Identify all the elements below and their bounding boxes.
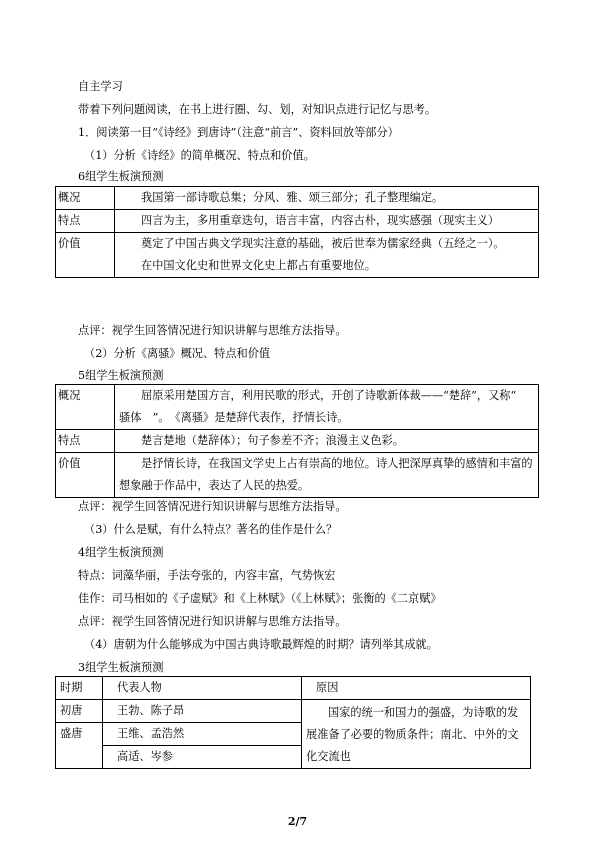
row-label: 概况: [56, 385, 115, 430]
lisao-table: [55, 384, 539, 498]
table-row: [56, 700, 531, 723]
people-cell: 高适、岑参: [103, 746, 302, 769]
group-5-label: 5组学生板演预测: [78, 369, 164, 382]
question-1-1: （1）分析《诗经》的简单概况、特点和价值。: [84, 149, 315, 162]
row-label: 特点: [56, 430, 115, 453]
row-label: 价值: [56, 233, 115, 278]
section-heading: 自主学习: [78, 80, 123, 93]
question-1-3: （3）什么是赋，有什么特点？著名的佳作是什么？: [84, 523, 338, 536]
period-cell: 盛唐: [56, 723, 103, 769]
group-4-label: 4组学生板演预测: [78, 546, 164, 559]
row-label: 价值: [56, 453, 115, 498]
row-content: 是抒情长诗，在我国文学史上占有崇高的地位。诗人把深厚真挚的感情和丰富的想象融于作品中，表达了人民的热爱。: [115, 453, 539, 498]
shijing-table: [55, 186, 539, 278]
row-content: 奠定了中国古典文学现实注意的基础，被后世奉为儒家经典（五经之一）。 在中国文化史和世界文化史上都占有重要地位。: [115, 233, 539, 278]
header-reason: 原因: [302, 677, 531, 700]
table-row: [56, 210, 539, 233]
fu-features: 特点：词藻华丽，手法夸张的，内容丰富，气势恢宏: [78, 569, 336, 582]
group-6-label: 6组学生板演预测: [78, 170, 164, 183]
row-content: 屈原采用楚国方言，利用民歌的形式，开创了诗歌新体裁——“楚辞”，又称“ 骚体 ”。 《离骚》是楚辞代表作，抒情长诗。: [115, 385, 539, 430]
fu-works: 佳作：司马相如的《子虚赋》和《上林赋》（《上林赋》；张衡的《二京赋》: [78, 592, 442, 605]
table-row: [56, 385, 539, 430]
table-row: [56, 430, 539, 453]
reason-cell: 国家的统一和国力的强盛，为诗歌的发展准备了必要的物质条件；南北、中外的文化交流也: [302, 700, 531, 769]
tang-table: [55, 676, 531, 769]
question-1-4: （4）唐朝为什么能够成为中国古典诗歌最辉煌的时期？请列举其成就。: [84, 638, 438, 651]
question-1-2: （2）分析《离骚》概况、特点和价值: [84, 347, 271, 360]
table-header-row: [56, 677, 531, 700]
table-row: [56, 453, 539, 498]
comment-1: 点评：视学生回答情况进行知识讲解与思维方法指导。: [78, 324, 347, 337]
comment-3: 点评：视学生回答情况进行知识讲解与思维方法指导。: [78, 615, 347, 628]
comment-2: 点评：视学生回答情况进行知识讲解与思维方法指导。: [78, 500, 347, 513]
header-people: 代表人物: [103, 677, 302, 700]
people-cell: 王维、孟浩然: [103, 723, 302, 746]
page-number: 2/7: [287, 815, 308, 828]
intro-text: 带着下列问题阅读，在书上进行圈、勾、划，对知识点进行记忆与思考。: [78, 103, 437, 116]
table-row: [56, 187, 539, 210]
row-content: 楚言楚地（楚辞体）；句子参差不齐；浪漫主义色彩。: [115, 430, 539, 453]
header-period: 时期: [56, 677, 103, 700]
row-label: 特点: [56, 210, 115, 233]
people-cell: 王勃、陈子昂: [103, 700, 302, 723]
row-content: 我国第一部诗歌总集；分风、雅、颂三部分；孔子整理编定。: [115, 187, 539, 210]
group-3-label: 3组学生板演预测: [78, 661, 164, 674]
period-cell: 初唐: [56, 700, 103, 723]
row-label: 概况: [56, 187, 115, 210]
row-content: 四言为主，多用重章迭句，语言丰富，内容古朴，现实感强（现实主义）: [115, 210, 539, 233]
table-row: [56, 233, 539, 278]
question-1: 1．阅读第一目“《诗经》到唐诗”（注意“前言”、资料回放等部分）: [78, 126, 399, 139]
